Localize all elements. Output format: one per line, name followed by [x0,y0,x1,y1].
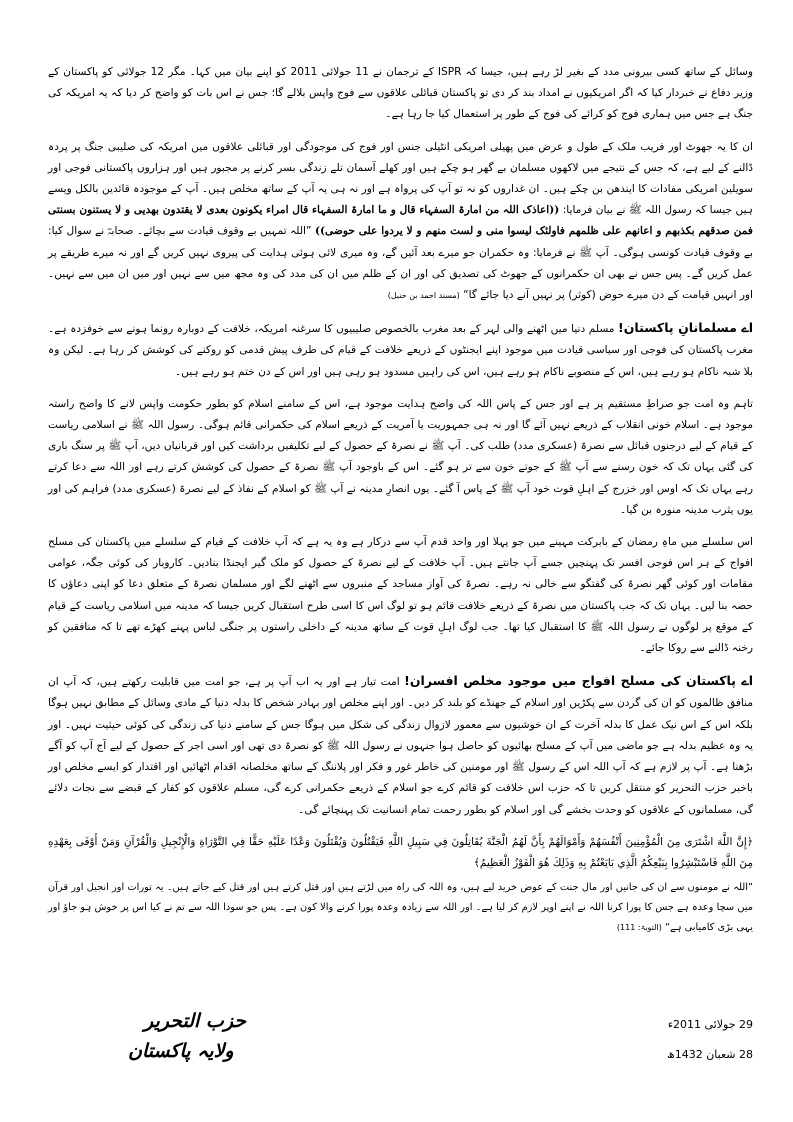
paragraph-5 [48,532,753,659]
hadith-reference: (مسند احمد بن حنبل) [387,291,460,301]
paragraph-2 [48,137,753,307]
paragraph-text: مسلم دنیا میں اٹھنے والی لہر کے بعد مغرب بالخصوص صلیبیوں کا سرغنہ امریکہ، خلافت کے دوبارہ رونما ہونے سے خوفزدہ ہے۔ مغرب پاکستان کی فوجی اور سیاسی قیادت میں موجود اپنے ایجنٹوں کے ذریعے خلافت کے قیام کی طرف پیش قدمی کو روکنے کی کوشش کر رہا ہے۔ لیکن وہ بلا شبہ ناکام ہو رہے ہیں، اس کے منصوبے ناکام ہو رہے ہیں، اس کی راہیں مسدود ہو رہی ہیں اور اس کے دن ختم ہو رہے ہیں۔ [48,323,753,378]
document-body [48,62,753,952]
date-hijri: 28 شعبان 1432ھ [667,1048,753,1061]
translation-text: ”اللہ نے مومنوں سے ان کی جانیں اور مال جنت کے عوض خرید لیے ہیں، وہ اللہ کی راہ میں لڑتے ہیں اور قتل کرتے ہیں اور قتل کیے جاتے ہیں۔ یہ تورات اور انجیل اور قرآن میں سچا وعدہ ہے جس کا پورا کرنا اللہ نے اپنے اوپر لازم کر لیا ہے۔ اور اللہ سے زیادہ وعدہ پورا کرنے والا کون ہے۔ پس جو سودا اللہ سے تم نے کیا اس پر خوش ہو جاؤ اور یہی بڑی کامیابی ہے“ [48,881,753,933]
paragraph-text: اس سلسلے میں ماہِ رمضان کے بابرکت مہینے میں جو پہلا اور واحد قدم آپ سے درکار ہے وہ یہ ہے کہ آپ خلافت کے قیام کے سلسلے میں پاکستان کی مسلح افواج کے ہر اس فوجی افسر تک پہنچیں جسے آپ جانتے ہیں۔ آپ خلافت کے لیے نصرۃ کے حصول کو ملک گیر ایجنڈا بنادیں۔ کاروبار کی کوئی جگہ، عوامی مقامات اور کوئی گھر نصرۃ کی گفتگو سے خالی نہ رہے۔ نصرۃ کی آواز مساجد کے منبروں سے اٹھنے لگے اور مسلمان نصرۃ کے متعلق دعا کو اپنی دعاؤں کا حصہ بنا لیں۔ یہاں تک کہ جب پاکستان میں نصرۃ کے ذریعے خلافت قائم ہو تو لوگ اس کا اسی طرح استقبال کریں جیسا کہ مدینہ میں اسلامی ریاست کے قیام کے موقع پر لوگوں نے رسول اللہ ﷺ کا استقبال کیا تھا۔ جب لوگ اہلِ قوت کے ساتھ مدینہ کے داخلی راستوں پر جنگی لباس پہنے کھڑے تھے تا کہ منافقین کو رخنہ ڈالنے سے روکا جائے۔ [48,536,753,655]
translation-reference: (التوبۃ: 111) [616,922,662,932]
signature-organization: حزب التحریر [144,1010,247,1032]
paragraph-text: ان کا یہ جھوٹ اور فریب ملک کے طول و عرض میں پھیلی امریکی انٹیلی جنس اور فوج کی موجودگی اور قبائلی علاقوں میں امریکہ کی صلیبی جنگ پر پردہ ڈالنے کے لیے ہے، کہ جس کے نتیجے میں لاکھوں مسلمان بے گھر ہو چکے ہیں اور کھلے آسمان تلے زندگی بسر کرنے پر مجبور ہیں اور ہزاروں پاکستانی فوجی اور سویلین امریکی مفادات کا ایندھن بن چکے ہیں۔ ان غداروں کو نہ تو آپ کی پرواہ ہے اور نہ ہی یہ آپ کے ساتھ مخلص ہیں۔ آپ کے موجودہ قائدین بالکل ویسے ہیں جیسا کہ رسول اللہ ﷺ نے بیان فرمایا: [48,140,753,217]
paragraph-3 [48,317,753,383]
hadith-translation: ”اللہ تمہیں بے وقوف قیادت سے بچائے۔ صحابہؓ نے سوال کیا: بے وقوف قیادت کونسی ہوگی۔ آپ ﷺ نے فرمایا: وہ حکمران جو میرے بعد آئیں گے، وہ میری لائی ہوئی ہدایت کی پیروی نہیں کریں گے اور نہ میرے طریقے پر عمل کریں گے۔ پس جس نے بھی ان حکمرانوں کے جھوٹ کی تصدیق کی اور ان کے ظلم میں ان کی مدد کی وہ مجھ میں سے نہیں اور میں ان میں سے نہیں۔ اور انہیں قیامت کے دن میرے حوض (کوثر) پر نہیں آنے دیا جائے گا“ [48,225,753,302]
paragraph-6 [48,670,753,820]
quran-verse: ﴿إِنَّ اللَّهَ اشْتَرَى مِنَ الْمُؤْمِنِينَ أَنْفُسَهُمْ وَأَمْوَالَهُمْ بِأَنَّ لَهُمُ الْجَنَّةَ يُقَاتِلُونَ فِي سَبِيلِ اللَّهِ فَيَقْتُلُونَ وَيُقْتَلُونَ وَعْدًا عَلَيْهِ حَقًّا فِي التَّوْرَاةِ وَالْإِنْجِيلِ وَالْقُرْآنِ وَمَنْ أَوْفَى بِعَهْدِهِ مِنَ اللَّهِ فَاسْتَبْشِرُوا بِبَيْعِكُمُ الَّذِي بَايَعْتُمْ بِهِ وَذَلِكَ هُوَ الْفَوْزُ الْعَظِيمُ﴾ [48,835,753,869]
section-heading-muslims: اے مسلمانانِ پاکستان! [618,320,753,336]
date-gregorian: 29 جولائی 2011ء [667,1018,753,1031]
paragraph-text: تاہم وہ امت جو صراطِ مستقیم پر ہے اور جس کے پاس اللہ کی واضح ہدایت موجود ہے، اس کے سامنے اسلام کو بطور حکومت واپس لانے کا واضح راستہ موجود ہے۔ اسلام خونی انقلاب کے ذریعے نہیں آئے گا اور نہ ہی جمہوریت یا آمریت کے ذریعے اسلام کی حکمرانی قائم ہوگی۔ رسول اللہ ﷺ نے اسلامی ریاست کے قیام کے لیے درجنوں قبائل سے نصرۃ (عسکری مدد) طلب کی۔ آپ ﷺ نے نصرۃ کے حصول کے لیے تکلیفیں برداشت کیں اور قربانیاں دیں، آپ ﷺ پر سنگ باری کی گئی یہاں تک کہ خون رسنے سے آپ ﷺ کے جوتے خون سے تر ہو گئے۔ اس کے باوجود آپ ﷺ نصرۃ کے حصول کی کوشش کرتے رہے اور اللہ سے دعا کرتے رہے یہاں تک کہ اوس اور خزرج کے اہلِ قوت خود آپ ﷺ کے پاس آ گئے۔ یوں انصارِ مدینہ نے آپ ﷺ کو اسلام کے نفاذ کے لیے نصرۃ (عسکری مدد) فراہم کی اور یوں یثرب مدینہ منورہ بن گیا۔ [48,397,753,516]
document-footer [48,1010,753,1070]
paragraph-1 [48,62,753,126]
section-heading-officers: اے پاکستان کی مسلح افواج میں موجود مخلص افسران! [404,673,753,689]
hadith-arabic: ((اعاذک اللہ من امارۃ السفہاء قال و ما امارۃ السفہاء قال امراء یکونون بعدی لا یقتدون بھدیی و لا یستنون بسنتی فمن صدقھم بکذبھم و اعانھم علی ظلمھم فاولئک لیسوا منی و لست منھم و لا یردوا علی حوضی)) [48,204,753,238]
paragraph-text: وسائل کے ساتھ کسی بیرونی مدد کے بغیر لڑ رہے ہیں، جیسا کہ ISPR کے ترجمان نے 11 جولائی 2011 کو اپنے بیان میں کہا۔ مگر 12 جولائی کو پاکستان کے وزیر دفاع نے خبردار کیا کہ اگر امریکیوں نے امداد بند کر دی تو پاکستان قبائلی علاقوں سے فوج واپس بلالے گا؛ جس نے اس بات کو واضح کر دیا کہ یہ امریکہ کی جنگ ہے جس میں ہماری فوج کو کرائے کی فوج کے طور پر استعمال کیا جا رہا ہے۔ [48,66,754,121]
signature-wilayah: ولایہ پاکستان [128,1040,234,1062]
paragraph-text: امت تیار ہے اور یہ اب آپ پر ہے، جو امت میں قابلیت رکھتے ہیں، کہ آپ ان منافق ظالموں کو ان کی گردن سے پکڑیں اور اسلام کے جھنڈے کو بلند کر دیں۔ اور اپنے مخلص اور بہادر شخص کا بدلہ دنیا کے مادی وسائل کے مطابق نہیں ہوگا بلکہ اس کے اس نیک عمل کا بدلہ آخرت کے ان خوشیوں سے معمور لازوال زندگی کی شکل میں ہوگا جس کے سامنے دنیا کی زندگی کی کوئی حیثیت نہیں۔ اور یہ وہ عظیم بدلہ ہے جو ماضی میں آپ کے مسلح بھائیوں کو حاصل ہوا جنہوں نے رسول اللہ ﷺ کو نصرۃ دی تھی اور اسی اجر کے حصول کے لیے آج آپ کو آگے بڑھنا ہے۔ آپ پر لازم ہے کہ آپ اللہ اس کے رسول ﷺ اور مومنین کی خاطر غور و فکر اور پلاننگ کے ساتھ مخلصانہ اقدام اٹھائیں اور اقتدار کو ایسے مخلص اور باخبر حزب التحریر کو منتقل کریں تا کہ حزب اس خلافت کو قائم کرے جو اسلام کے ذریعے حکمرانی کرے گی، مسلم علاقوں کو کفار کے قبضے سے نجات دلائے گی، مسلمانوں کے علاقوں کو وحدت بخشے گی اور اسلام کو بطور رحمت تمام انسانیت تک پہنچائے گی۔ [48,676,753,816]
verse-translation [48,878,753,938]
paragraph-4 [48,394,753,521]
